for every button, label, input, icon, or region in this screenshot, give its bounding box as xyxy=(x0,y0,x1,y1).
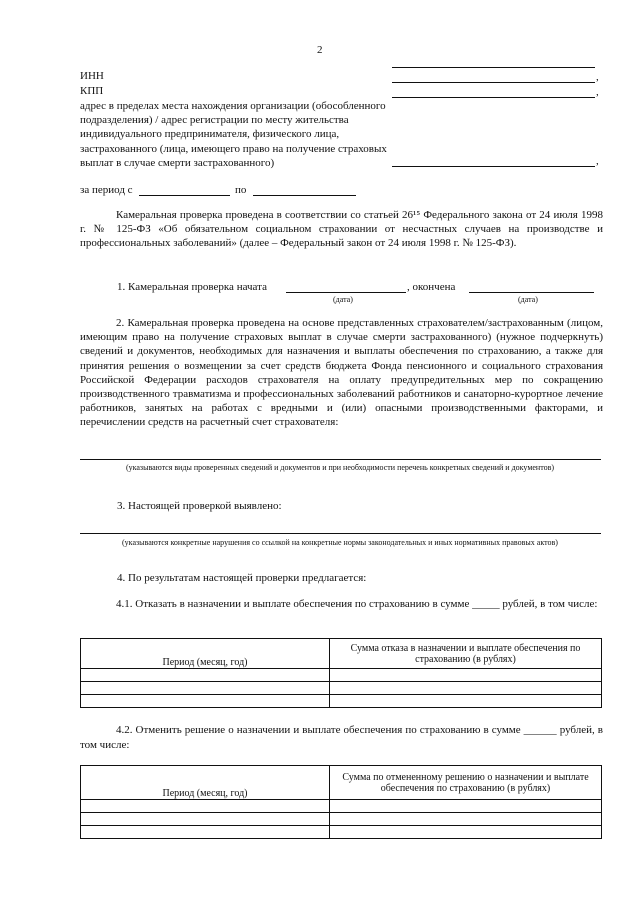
inn-label: ИНН xyxy=(80,70,104,82)
item1-end-date-line[interactable] xyxy=(469,292,594,293)
table-cell[interactable] xyxy=(81,669,330,682)
item1-start-label: 1. Камеральная проверка начата xyxy=(117,281,267,293)
item4-label: 4. По результатам настоящей проверки предлагается: xyxy=(117,572,367,584)
table-cell[interactable] xyxy=(81,695,330,708)
intro-paragraph: Камеральная проверка проведена в соответствии со статьей 26¹⁵ Федерального закона от 24 июля 1998 г. № 125-ФЗ «Об обязательном социальном страховании от несчастных случаев на производстве и профессиональных заболеваний» (далее – Федеральный закон от 24 июля 1998 г. № 125-ФЗ). xyxy=(80,209,603,250)
table-cell[interactable] xyxy=(330,813,602,826)
refusal-table-header-amount: Сумма отказа в назначении и выплате обеспечения по страхованию (в рублях) xyxy=(330,639,602,669)
item1-start-date-hint: (дата) xyxy=(333,295,353,304)
item1-end-label: , окончена xyxy=(407,281,456,293)
item41-paragraph: 4.1. Отказать в назначении и выплате обеспечения по страхованию в сумме _____ рублей, в том числе: xyxy=(116,598,598,610)
table-cell[interactable] xyxy=(330,826,602,839)
cancellation-table xyxy=(80,765,602,839)
address-comma: , xyxy=(596,155,599,167)
table-cell[interactable] xyxy=(330,682,602,695)
address-line[interactable] xyxy=(392,166,595,167)
cancellation-table-header-period: Период (месяц, год) xyxy=(81,766,330,800)
table-cell[interactable] xyxy=(330,695,602,708)
item1-start-date-line[interactable] xyxy=(286,292,406,293)
table-cell[interactable] xyxy=(330,800,602,813)
kpp-line[interactable] xyxy=(392,97,595,98)
table-cell[interactable] xyxy=(81,800,330,813)
table-cell[interactable] xyxy=(330,669,602,682)
item3-answer-line[interactable] xyxy=(80,533,601,534)
period-from-label: за период с xyxy=(80,184,133,196)
table-cell[interactable] xyxy=(81,826,330,839)
kpp-comma: , xyxy=(596,86,599,98)
inn-top-line[interactable] xyxy=(392,67,595,68)
refusal-table xyxy=(80,638,602,708)
item3-hint: (указываются конкретные нарушения со ссылкой на конкретные нормы законодательных и иных нормативных правовых актов) xyxy=(122,538,558,547)
kpp-label: КПП xyxy=(80,85,104,97)
page-number: 2 xyxy=(317,44,323,56)
table-cell[interactable] xyxy=(81,813,330,826)
refusal-table-header-period: Период (месяц, год) xyxy=(81,639,330,669)
item2-hint: (указываются виды проверенных сведений и документов и при необходимости перечень конкретных сведений и документов) xyxy=(125,463,555,472)
period-to-line[interactable] xyxy=(253,195,356,196)
address-label: адрес в пределах места нахождения организации (обособленного подразделения) / адрес регистрации по месту жительства индивидуального предпринимателя, физического лица, застрахованного (лица, имеющего право на получение страховых выплат в случае смерти застрахованного) xyxy=(80,100,387,169)
table-cell[interactable] xyxy=(81,682,330,695)
item2-answer-line[interactable] xyxy=(80,459,601,460)
inn-comma: , xyxy=(596,71,599,83)
period-to-label: по xyxy=(235,184,247,196)
item3-label: 3. Настоящей проверкой выявлено: xyxy=(117,500,282,512)
item1-end-date-hint: (дата) xyxy=(518,295,538,304)
item42-paragraph: 4.2. Отменить решение о назначении и выплате обеспечения по страхованию в сумме ______ рублей, в том числе: xyxy=(80,724,603,751)
item2-paragraph: 2. Камеральная проверка проведена на основе представленных страхователем/застрахованным (лицом, имеющим право на получение страховых выплат в случае смерти застрахованного) (нужное подчеркнуть) сведений и документов, необходимых для назначения и выплаты обеспечения по страхованию, а также для принятия решения о возмещении за счет средств бюджета Фонда пенсионного и социального страхования Российской Федерации расходов страхователя на оплату предупредительных мер по сокращению производственного травматизма и профессиональных заболеваний работников и санаторно-курортное лечение работников, занятых на работах с вредными и (или) опасными производственными факторами, и перечислении средств на расчетный счет страхователя: xyxy=(80,317,603,429)
inn-line[interactable] xyxy=(392,82,595,83)
period-from-line[interactable] xyxy=(139,195,230,196)
cancellation-table-header-amount: Сумма по отмененному решению о назначении и выплате обеспечения по страхованию (в рублях) xyxy=(330,766,602,800)
